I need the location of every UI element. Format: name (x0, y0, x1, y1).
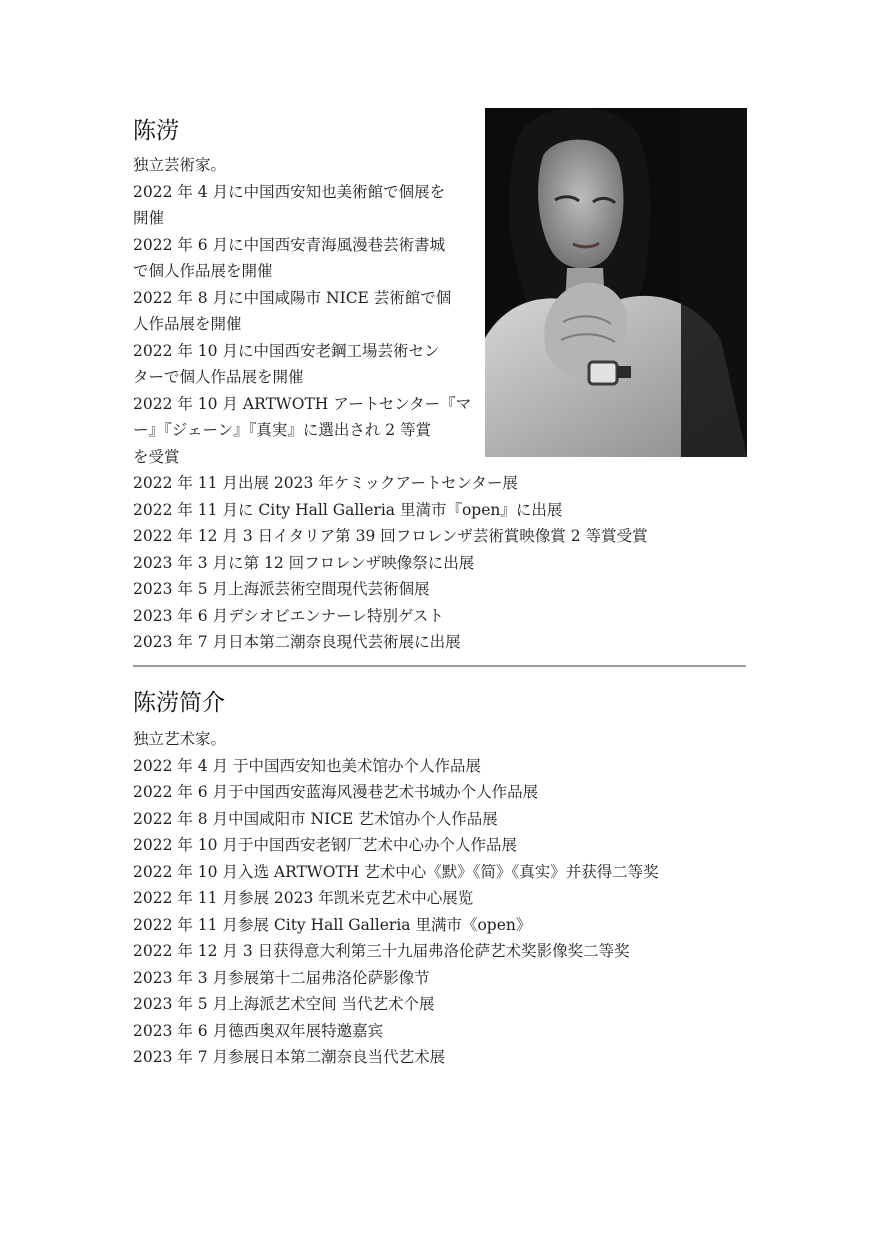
biography-chinese-line: 2022 年 11 月参展 2023 年凯米克艺术中心展览 (133, 889, 474, 907)
biography-chinese-line: 2022 年 10 月于中国西安老钢厂艺术中心办个人作品展 (133, 836, 517, 854)
biography-japanese-line: 2023 年 5 月上海派芸術空間現代芸術個展 (133, 580, 430, 598)
biography-japanese-line: 2022 年 8 月に中国咸陽市 NICE 芸術館で個 (133, 288, 452, 307)
section-title-japanese: 陈涝 (133, 118, 179, 144)
biography-chinese-line: 2023 年 5 月上海派艺术空间 当代艺术个展 (133, 995, 435, 1013)
biography-japanese-line: 独立芸術家。 (133, 156, 227, 174)
biography-chinese-line: 2022 年 6 月于中国西安蓝海风漫巷艺术书城办个人作品展 (133, 783, 539, 801)
biography-japanese-line: 2022 年 10 月 ARTWOTH アートセンター『マ (133, 394, 472, 413)
biography-chinese-line: 2022 年 11 月参展 City Hall Galleria 里满市《open》 (133, 915, 532, 934)
biography-chinese-line: 2022 年 12 月 3 日获得意大利第三十九届弗洛伦萨艺术奖影像奖二等奖 (133, 942, 630, 960)
biography-japanese-line: 2023 年 6 月デシオビエンナーレ特別ゲスト (133, 606, 444, 625)
biography-japanese-line: で個人作品展を開催 (133, 262, 273, 280)
section-divider (133, 665, 746, 667)
biography-japanese-line: 2023 年 3 月に第 12 回フロレンザ映像祭に出展 (133, 553, 475, 572)
biography-japanese-line: 2023 年 7 月日本第二潮奈良現代芸術展に出展 (133, 633, 461, 651)
biography-chinese-line: 独立艺术家。 (133, 730, 227, 748)
biography-japanese-line: 2022 年 6 月に中国西安青海風漫巷芸術書城 (133, 235, 446, 254)
biography-japanese-line: 人作品展を開催 (133, 315, 242, 333)
biography-japanese-line: 2022 年 11 月に City Hall Galleria 里満市『open』に出展 (133, 500, 563, 519)
biography-japanese-line: 2022 年 12 月 3 日イタリア第 39 回フロレンザ芸術賞映像賞 2 等賞受賞 (133, 527, 648, 545)
section-title-chinese: 陈涝简介 (133, 690, 225, 716)
portrait-photo (485, 108, 747, 457)
biography-japanese-line: ー』『ジェーン』『真実』に選出され 2 等賞 (133, 421, 432, 439)
biography-japanese-line: 2022 年 4 月に中国西安知也美術館で個展を (133, 182, 446, 201)
biography-chinese-line: 2023 年 7 月参展日本第二潮奈良当代艺术展 (133, 1048, 446, 1066)
biography-chinese-line: 2023 年 3 月参展第十二届弗洛伦萨影像节 (133, 968, 430, 987)
biography-chinese-line: 2022 年 4 月 于中国西安知也美术馆办个人作品展 (133, 756, 482, 775)
biography-chinese-line: 2022 年 10 月入选 ARTWOTH 艺术中心《默》《简》《真实》并获得二等奖 (133, 862, 659, 881)
biography-japanese-line: を受賞 (133, 447, 180, 466)
biography-japanese-line: ターで個人作品展を開催 (133, 368, 304, 386)
portrait-illustration (485, 108, 747, 457)
biography-list-chinese (133, 726, 659, 1071)
biography-japanese-line: 開催 (133, 209, 165, 227)
biography-japanese-line: 2022 年 11 月出展 2023 年ケミックアートセンター展 (133, 474, 518, 492)
biography-chinese-line: 2022 年 8 月中国咸阳市 NICE 艺术馆办个人作品展 (133, 809, 498, 828)
biography-japanese-line: 2022 年 10 月に中国西安老鋼工場芸術セン (133, 341, 440, 360)
biography-chinese-line: 2023 年 6 月德西奥双年展特邀嘉宾 (133, 1021, 384, 1040)
